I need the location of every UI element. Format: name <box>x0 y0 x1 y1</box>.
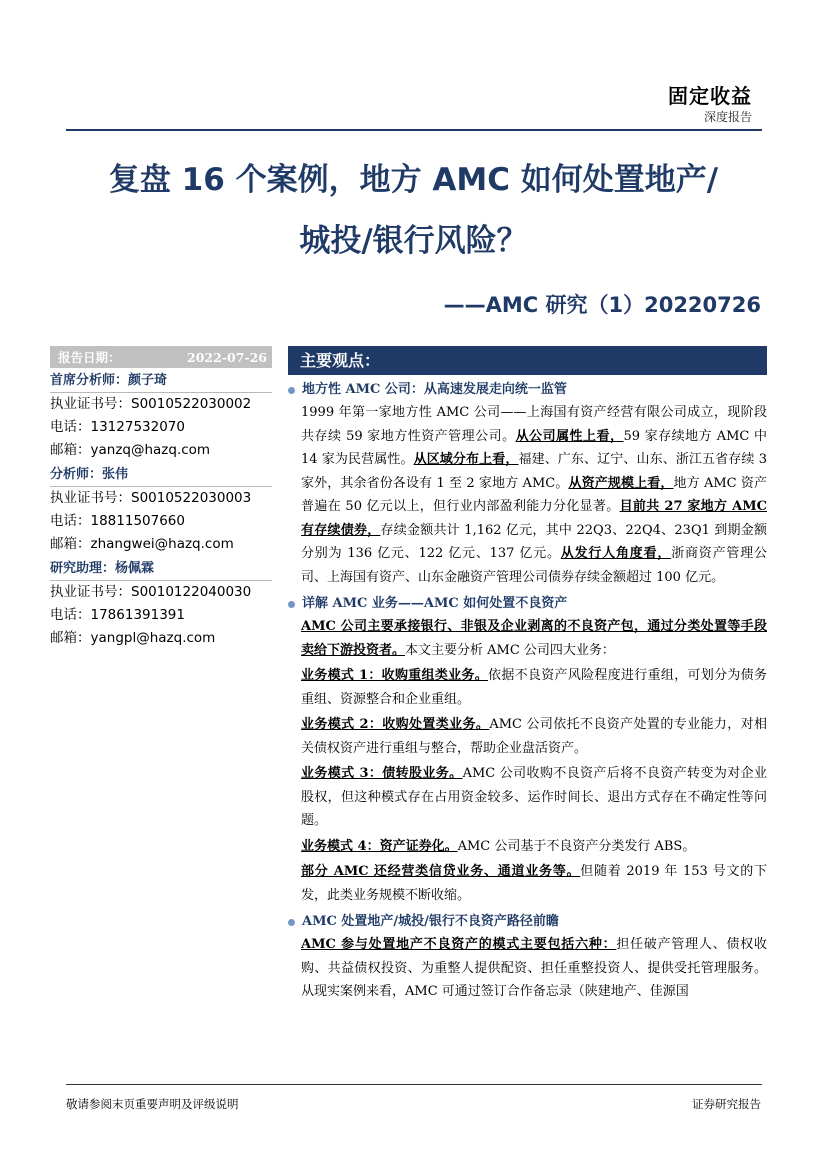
footer-disclaimer: 敬请参阅末页重要声明及评级说明 <box>66 1097 239 1111</box>
section-bullet: 地方性 AMC 公司：从高速发展走向统一监管 <box>288 379 767 401</box>
report-subtitle: ——AMC 研究（1）20220726 <box>443 293 761 317</box>
paragraph: AMC 公司主要承接银行、非银及企业剥离的不良资产包，通过分类处置等手段卖给下游投资者。本文主要分析 AMC 公司四大业务： <box>301 619 767 658</box>
analyst-phone: 电话：18811507660 <box>50 513 185 529</box>
report-title-line1: 复盘 16 个案例，地方 AMC 如何处置地产/ <box>108 162 719 198</box>
analyst-role: 研究助理：杨佩霖 <box>50 558 272 581</box>
paragraph: 部分 AMC 还经营类信贷业务、通道业务等。但随着 2019 年 153 号文的下发，此类业务规模不断收缩。 <box>301 864 767 903</box>
paragraph: 1999 年第一家地方性 AMC 公司——上海国有资产经营有限公司成立，现阶段共存续 59 家地方性资产管理公司。从公司属性上看，59 家存续地方 AMC 中 14 家为民营属性。从区域分布上看，福建、广东、辽宁、山东、浙江五省存续 3 家外，其余省份各设有 1 至 2 家地方 AMC。从资产规模上看，地方 AMC 资产普遍在 50 亿元以上，但行业内部盈利能力分化显著。目前共 27 家地方 AMC 有存续债券，存续金额共计 1,162 亿元，其中 22Q3、22Q4、23Q1 到期金额分别为 136 亿元、122 亿元、137 亿元。从发行人角度看，浙商资产管理公司、上海国有资产、山东金融资产管理公司债券存续金额超过 100 亿元。 <box>301 405 768 585</box>
analyst-email[interactable]: 邮箱：yanzq@hazq.com <box>50 442 211 458</box>
analyst-cert: 执业证书号：S0010122040030 <box>50 584 252 600</box>
analyst-cert: 执业证书号：S0010522030002 <box>50 396 252 412</box>
footer-divider <box>66 1084 762 1085</box>
main-points <box>288 346 767 1004</box>
paragraph: 业务模式 2：收购处置类业务。AMC 公司依托不良资产处置的专业能力，对相关债权资产进行重组与整合，帮助企业盘活资产。 <box>301 717 768 756</box>
bullet-dot-icon <box>288 601 295 608</box>
report-title-line2: 城投/银行风险？ <box>299 223 528 259</box>
analyst-email[interactable]: 邮箱：zhangwei@hazq.com <box>50 536 234 552</box>
paragraph: 业务模式 4：资产证券化。AMC 公司基于不良资产分类发行 ABS。 <box>301 838 696 854</box>
report-category: 固定收益 <box>668 84 752 108</box>
main-points-heading: 主要观点： <box>288 346 767 375</box>
footer-label: 证券研究报告 <box>692 1097 761 1111</box>
analyst-phone: 电话：17861391391 <box>50 607 185 623</box>
report-date-label: 报告日期： <box>58 350 121 365</box>
bullet-dot-icon <box>288 387 295 394</box>
paragraph: AMC 参与处置地产不良资产的模式主要包括六种：担任破产管理人、债权收购、共益债权投资、为重整人提供配资、担任重整投资人、提供受托管理服务。从现实案例来看，AMC 可通过签订合作备忘录（陕建地产、佳源国 <box>301 937 767 999</box>
analyst-role: 分析师：张伟 <box>50 464 272 487</box>
analyst-email[interactable]: 邮箱：yangpl@hazq.com <box>50 630 216 646</box>
paragraph: 业务模式 3：债转股业务。AMC 公司收购不良资产后将不良资产转变为对企业股权，但这种模式存在占用资金较多、运作时间长、退出方式存在不确定性等问题。 <box>301 766 768 828</box>
report-date-value: 2022-07-26 <box>187 349 267 365</box>
section-bullet: AMC 处置地产/城投/银行不良资产路径前瞻 <box>288 911 767 933</box>
analyst-phone: 电话：13127532070 <box>50 419 185 435</box>
analyst-role: 首席分析师：颜子琦 <box>50 370 272 393</box>
analyst-sidebar <box>50 346 272 650</box>
section-bullet: 详解 AMC 业务——AMC 如何处置不良资产 <box>288 593 767 615</box>
bullet-dot-icon <box>288 919 295 926</box>
report-type: 深度报告 <box>703 110 752 124</box>
report-date-bar <box>50 346 272 368</box>
paragraph: 业务模式 1：收购重组类业务。依据不良资产风险程度进行重组，可划分为债务重组、资源整合和企业重组。 <box>301 668 767 707</box>
header-divider <box>66 129 762 131</box>
analyst-cert: 执业证书号：S0010522030003 <box>50 490 252 506</box>
